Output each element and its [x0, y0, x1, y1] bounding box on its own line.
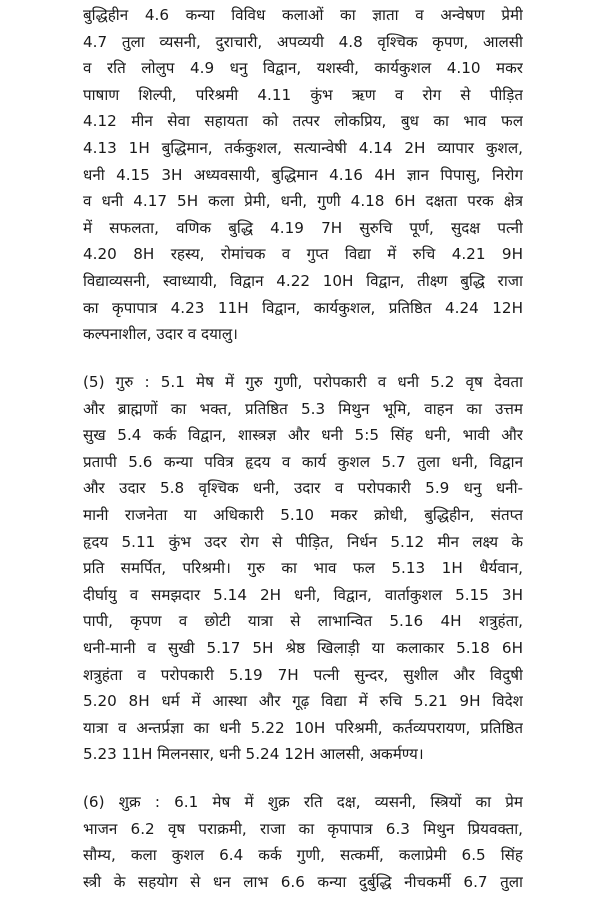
- text-line: में सफलता, वणिक बुद्धि 4.19 7H सुरुचि पूर्ण, सुदक्ष पत्नी: [83, 218, 523, 237]
- text-line: सौम्य, कला कुशल 6.4 कर्क गुणी, सत्कर्मी, कलाप्रेमी 6.5 सिंह: [83, 846, 523, 865]
- text-line: विद्याव्यसनी, स्वाध्यायी, विद्वान 4.22 10H विद्वान, तीक्ष्ण बुद्धि राजा: [83, 271, 523, 290]
- text-line: 5.23 11H मिलनसार, धनी 5.24 12H आलसी, अकर्मण्य।: [83, 745, 424, 764]
- text-line: दीर्घायु व समझदार 5.14 2H धनी, विद्वान, वार्ताकुशल 5.15 3H: [83, 585, 523, 604]
- text-line: कल्पनाशील, उदार व दयालु।: [83, 325, 238, 344]
- text-line: (6) शुक्र : 6.1 मेष में शुक्र रति दक्ष, व्यसनी, स्त्रियों का प्रेम: [83, 793, 523, 811]
- text-line: व धनी 4.17 5H कला प्रेमी, धनी, गुणी 4.18 6H दक्षता परक क्षेत्र: [83, 192, 523, 211]
- text-line: प्रति समर्पित, परिश्रमी। गुरु का भाव फल 5.13 1H धैर्यवान,: [83, 559, 523, 578]
- paragraph-budh: [83, 2, 523, 348]
- text-line: और उदार 5.8 वृश्चिक धनी, उदार व परोपकारी 5.9 धनु धनी-: [83, 479, 523, 498]
- text-line: 4.12 मीन सेवा सहायता को तत्पर लोकप्रिय, बुध का भाव फल: [83, 112, 523, 131]
- paragraph-shukra: [83, 789, 523, 895]
- text-line: पापी, कृपण व छोटी यात्रा से लाभान्वित 5.16 4H शत्रुहंता,: [83, 612, 523, 631]
- text-line: हृदय 5.11 कुंभ उदर रोग से पीड़ित, निर्धन 5.12 मीन लक्ष्य के: [83, 532, 523, 551]
- text-line: पाषाण शिल्पी, परिश्रमी 4.11 कुंभ ऋण व रोग से पीड़ित: [83, 85, 523, 104]
- text-line: 4.20 8H रहस्य, रोमांचक व गुप्त विद्या में रुचि 4.21 9H: [83, 245, 523, 264]
- text-line: 4.7 तुला व्यसनी, दुराचारी, अपव्ययी 4.8 वृश्चिक कृपण, आलसी: [83, 32, 523, 51]
- text-line: शत्रुहंता व परोपकारी 5.19 7H पत्नी सुन्दर, सुशील और विदुषी: [83, 665, 523, 684]
- text-line: मानी राजनेता या अधिकारी 5.10 मकर क्रोधी, बुद्धिहीन, संतप्त: [83, 505, 523, 524]
- text-line: स्त्री के सहयोग से धन लाभ 6.6 कन्या दुर्बुद्धि नीचकर्मी 6.7 तुला: [83, 872, 523, 891]
- text-line: 4.13 1H बुद्धिमान, तर्ककुशल, सत्यान्वेषी 4.14 2H व्यापार कुशल,: [83, 138, 523, 157]
- text-line: यात्रा व अन्तर्प्रज्ञा का धनी 5.22 10H परिश्रमी, कर्तव्यपरायण, प्रतिष्ठित: [83, 718, 523, 737]
- text-line: धनी-मानी व सुखी 5.17 5H श्रेष्ठ खिलाड़ी या कलाकार 5.18 6H: [83, 638, 523, 657]
- text-line: भाजन 6.2 वृष पराक्रमी, राजा का कृपापात्र 6.3 मिथुन प्रियवक्ता,: [83, 819, 523, 838]
- text-line: धनी 4.15 3H अध्यवसायी, बुद्धिमान 4.16 4H ज्ञान पिपासु, निरोग: [83, 165, 523, 184]
- text-line: सुख 5.4 कर्क विद्वान, शास्त्रज्ञ और धनी 5:5 सिंह धनी, भावी और: [83, 426, 523, 445]
- text-line: और ब्राह्मणों का भक्त, प्रतिष्ठित 5.3 मिथुन भूमि, वाहन का उत्तम: [83, 399, 523, 418]
- text-line: (5) गुरु : 5.1 मेष में गुरु गुणी, परोपकारी व धनी 5.2 वृष देवता: [83, 373, 523, 391]
- text-line: 5.20 8H धर्म में आस्था और गूढ़ विद्या में रुचि 5.21 9H विदेश: [83, 692, 523, 711]
- text-line: प्रतापी 5.6 कन्या पवित्र हृदय व कार्य कुशल 5.7 तुला धनी, विद्वान: [83, 452, 523, 471]
- text-line: बुद्धिहीन 4.6 कन्या विविध कलाओं का ज्ञाता व अन्वेषण प्रेमी: [83, 6, 523, 24]
- text-line: का कृपापात्र 4.23 11H विद्वान, कार्यकुशल, प्रतिष्ठित 4.24 12H: [83, 298, 523, 317]
- text-line: व रति लोलुप 4.9 धनु विद्वान, यशस्वी, कार्यकुशल 4.10 मकर: [83, 59, 523, 78]
- paragraph-guru: [83, 369, 523, 768]
